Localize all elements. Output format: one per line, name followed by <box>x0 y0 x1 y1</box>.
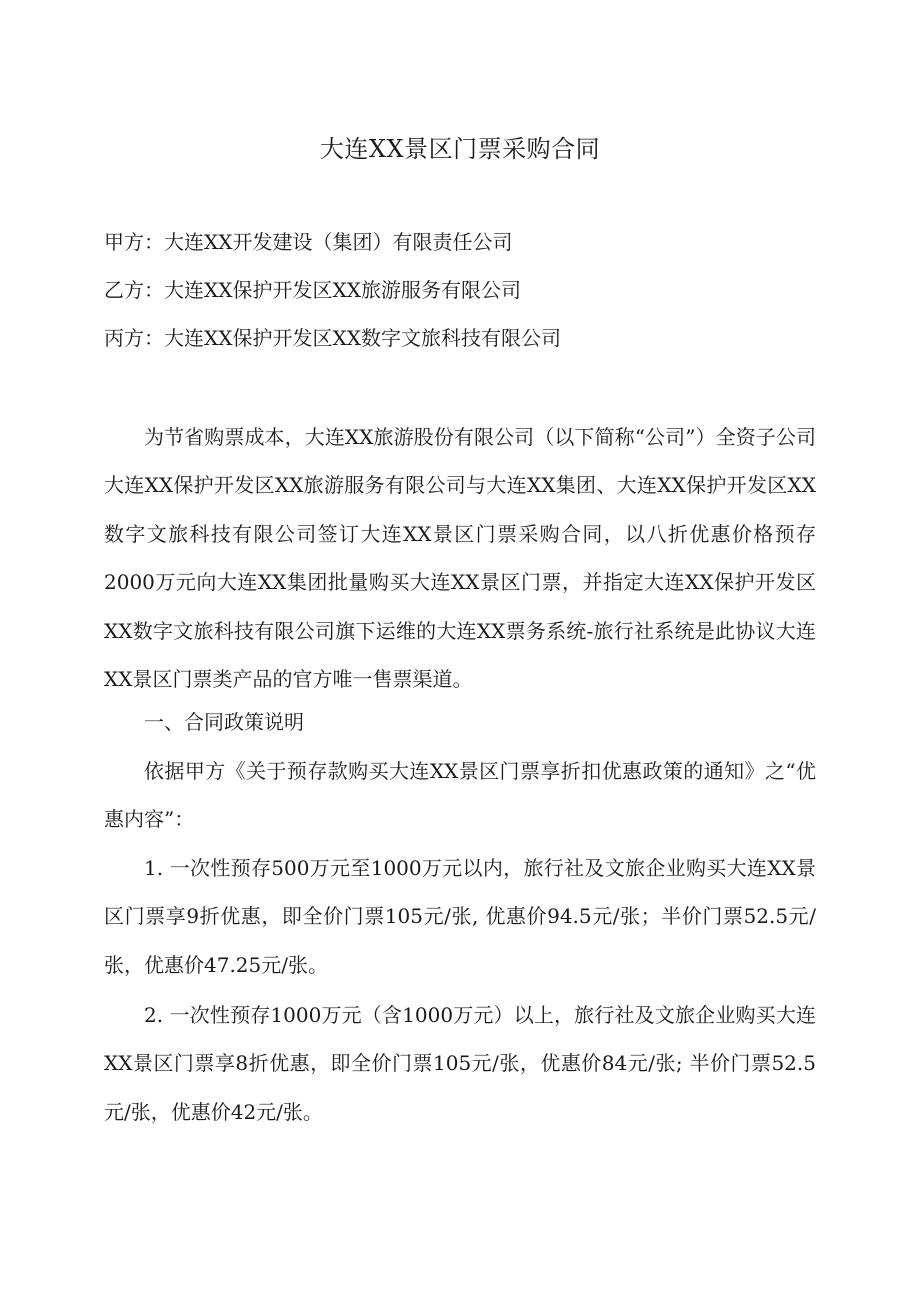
discount-item-2: 2. 一次性预存1000万元（含1000万元）以上，旅行社及文旅企业购买大连XX景区门票享8折优惠，即全价门票105元/张，优惠价84元/张; 半价门票52.5元/张，优惠价42元/张。 <box>104 1003 816 1124</box>
party-a: 甲方：大连XX开发建设（集团）有限责任公司 <box>104 230 513 254</box>
party-c: 丙方：大连XX保护开发区XX数字文旅科技有限公司 <box>104 326 561 350</box>
policy-basis-paragraph: 依据甲方《关于预存款购买大连XX景区门票享折扣优惠政策的通知》之“优惠内容”： <box>104 759 816 832</box>
section-heading: 一、合同政策说明 <box>144 710 304 734</box>
document-title: 大连XX景区门票采购合同 <box>319 135 601 163</box>
intro-paragraph: 为节省购票成本，大连XX旅游股份有限公司（以下简称“公司”）全资子公司大连XX保护开发区XX旅游服务有限公司与大连XX集团、大连XX保护开发区XX数字文旅科技有限公司签订大连XX景区门票采购合同，以八折优惠价格预存2000万元向大连XX集团批量购买大连XX景区门票，并指定大连XX保护开发区XX数字文旅科技有限公司旗下运维的大连XX票务系统-旅行社系统是此协议大连XX景区门票类产品的官方唯一售票渠道。 <box>104 425 816 692</box>
party-b: 乙方：大连XX保护开发区XX旅游服务有限公司 <box>104 278 521 302</box>
discount-item-1: 1. 一次性预存500万元至1000万元以内，旅行社及文旅企业购买大连XX景区门票享9折优惠，即全价门票105元/张, 优惠价94.5元/张；半价门票52.5元/张，优惠价47.25元/张。 <box>104 856 816 977</box>
